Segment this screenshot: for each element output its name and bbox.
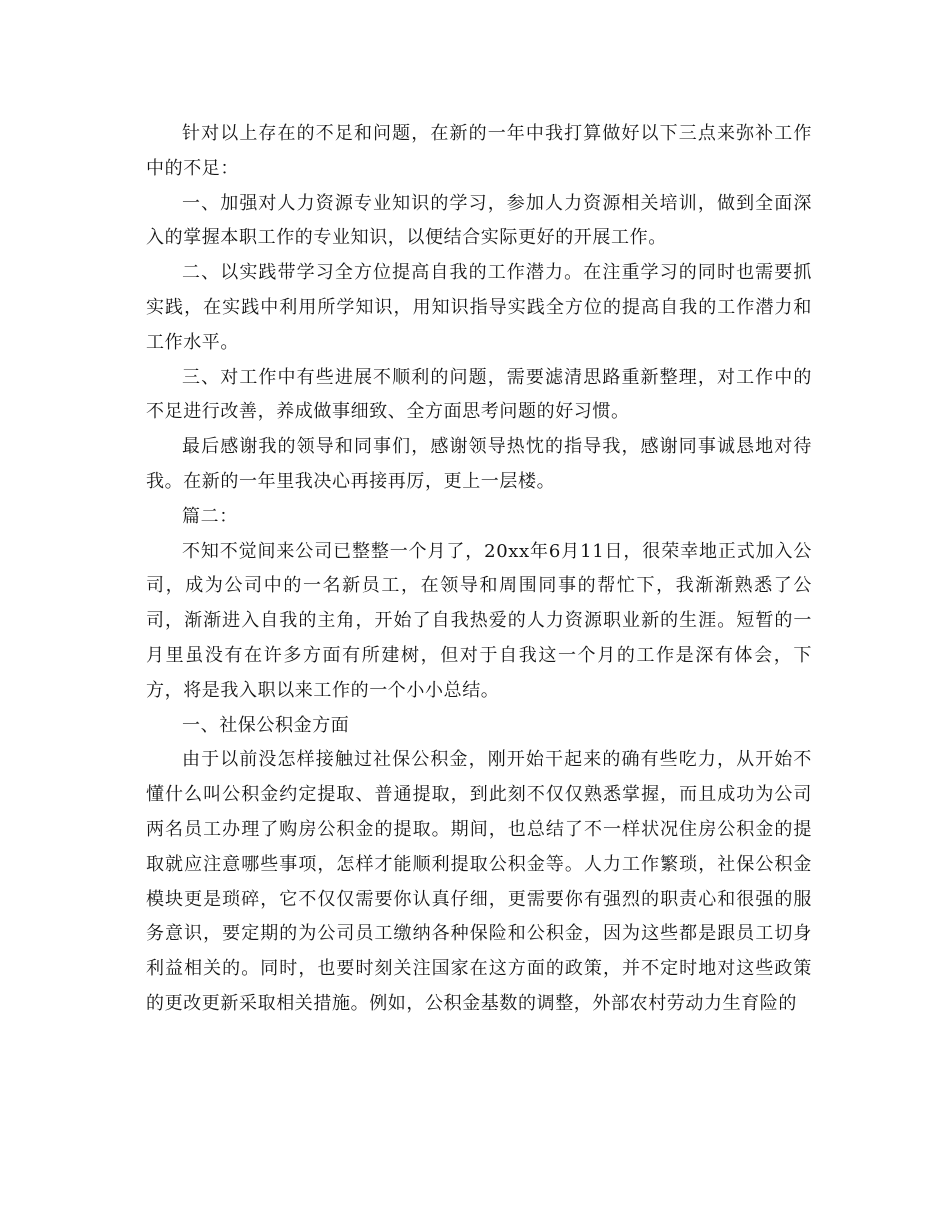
document-body [146, 117, 812, 1022]
paragraph-intro: 针对以上存在的不足和问题，在新的一年中我打算做好以下三点来弥补工作中的不足： [146, 123, 812, 179]
paragraph-point-two: 二、以实践带学习全方位提高自我的工作潜力。在注重学习的同时也需要抓实践，在实践中利用所学知识，用知识指导实践全方位的提高自我的工作潜力和工作水平。 [146, 262, 812, 353]
paragraph-point-one: 一、加强对人力资源专业知识的学习，参加人力资源相关培训，做到全面深入的掌握本职工作的专业知识，以便结合实际更好的开展工作。 [146, 192, 812, 249]
section-heading-social-security: 一、社保公积金方面 [182, 714, 350, 736]
paragraph-part-two-intro: 不知不觉间来公司已整整一个月了，20xx年6月11日，很荣幸地正式加入公司，成为公司中的一名新员工，在领导和周围同事的帮忙下，我渐渐熟悉了公司，渐渐进入自我的主角，开始了自我热爱的人力资源职业新的生涯。短暂的一月里虽没有在许多方面有所建树，但对于自我这一个月的工作是深有体会，下方，将是我入职以来工作的一个小小总结。 [146, 540, 812, 701]
paragraph-thanks: 最后感谢我的领导和同事们，感谢领导热忱的指导我，感谢同事诚恳地对待我。在新的一年里我决心再接再厉，更上一层楼。 [146, 436, 812, 492]
paragraph-social-security: 由于以前没怎样接触过社保公积金，刚开始干起来的确有些吃力，从开始不懂什么叫公积金约定提取、普通提取，到此刻不仅仅熟悉掌握，而且成功为公司两名员工办理了购房公积金的提取。期间，也总结了不一样状况住房公积金的提取就应注意哪些事项，怎样才能顺利提取公积金等。人力工作繁琐，社保公积金模块更是琐碎，它不仅仅需要你认真仔细，更需要你有强烈的职责心和很强的服务意识，要定期的为公司员工缴纳各种保险和公积金，因为这些都是跟员工切身利益相关的。同时，也要时刻关注国家在这方面的政策，并不定时地对这些政策的更改更新采取相关措施。例如，公积金基数的调整，外部农村劳动力生育险的 [146, 749, 812, 1014]
paragraph-point-three: 三、对工作中有些进展不顺利的问题，需要滤清思路重新整理，对工作中的不足进行改善，养成做事细致、全方面思考问题的好习惯。 [146, 366, 812, 423]
section-heading-part-two: 篇二： [182, 505, 238, 527]
